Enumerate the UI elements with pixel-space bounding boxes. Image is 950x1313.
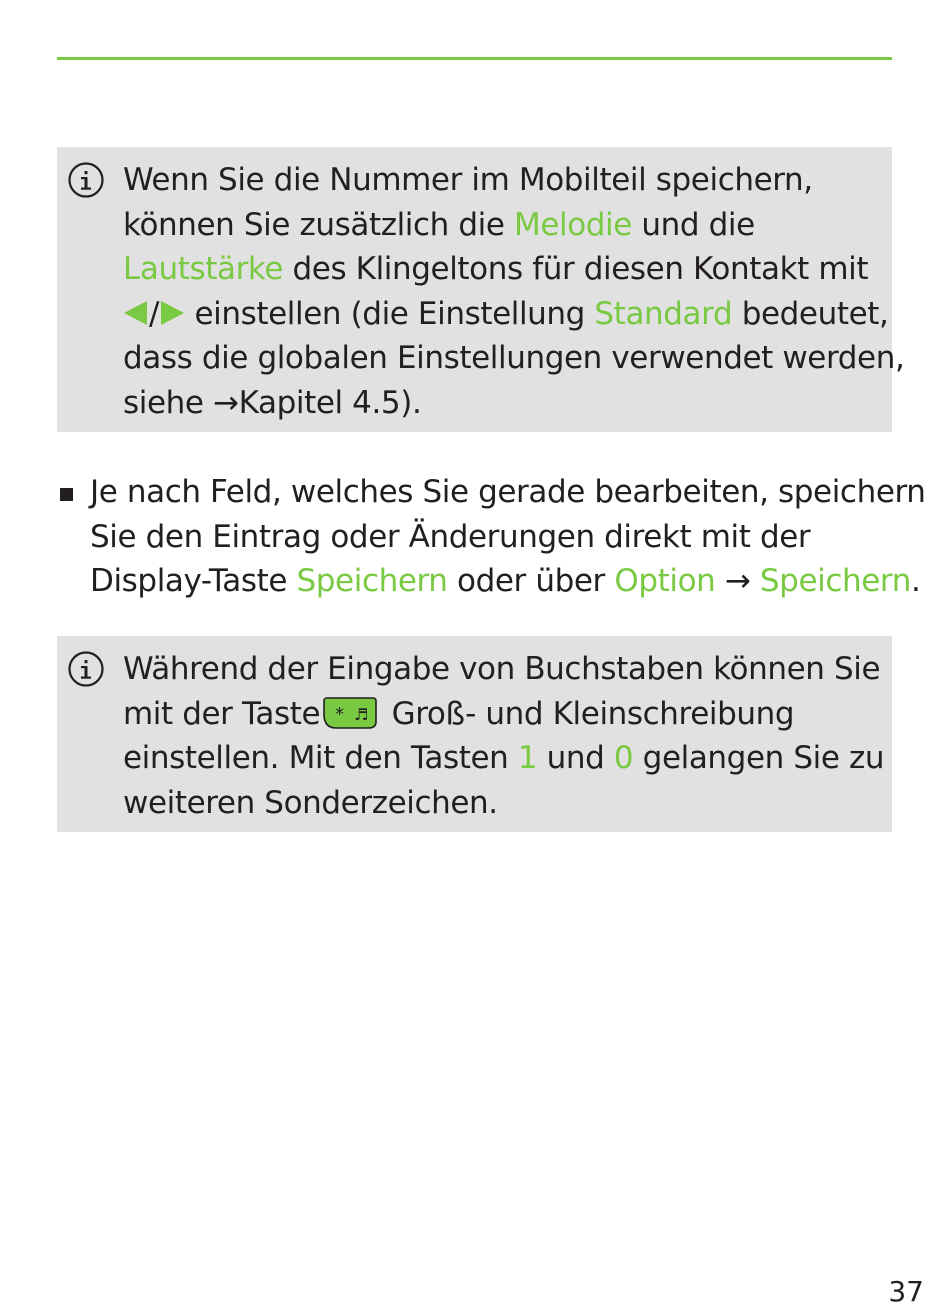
info-box-characters [57,636,892,832]
text-run: und [537,740,614,777]
svg-text:*: * [335,703,344,725]
info-box-ringtone [57,147,905,432]
highlight-key-1: 1 [517,740,538,777]
bullet-text [90,470,926,604]
highlight-lautstaerke: Lautstärke [123,251,284,288]
text-run: . [910,563,921,600]
text-line: weiteren Sonderzeichen. [123,784,498,821]
text-line [123,692,884,737]
info-text-ringtone [123,158,905,426]
text-line [123,247,884,292]
highlight-speichern: Speichern [296,563,448,600]
text-run: siehe [123,384,214,421]
text-run: einstellen (die Einstellung [185,295,595,332]
separator-slash: / [149,295,160,332]
text-run: bedeutet, [732,295,889,332]
text-run: Groß- und Kleinschreibung [382,695,795,732]
left-triangle-icon [123,300,149,326]
highlight-option: Option [614,563,716,600]
text-line [123,203,884,248]
text-line: dass die globalen Einstellungen verwendet werden, [123,340,905,377]
highlight-standard: Standard [594,295,733,332]
bullet-square-icon [60,488,73,501]
text-run: gelangen Sie zu [633,740,885,777]
text-line: Sie den Eintrag oder Änderungen direkt mit der [90,518,811,555]
text-run: können Sie zusätzlich die [123,206,514,243]
text-run: einstellen. Mit den Tasten [123,740,518,777]
text-line [123,381,884,426]
text-line [123,292,889,337]
text-line: Während der Eingabe von Buchstaben können Sie [123,651,881,687]
highlight-melodie: Melodie [513,206,632,243]
text-run: des Klingeltons für diesen Kontakt mit [283,251,869,288]
text-line: Je nach Feld, welches Sie gerade bearbeiten, speichern [90,474,926,510]
highlight-key-0: 0 [613,740,634,777]
highlight-speichern: Speichern [759,563,911,600]
text-run: Display-Taste [90,563,297,600]
star-key-icon [322,696,378,730]
text-line [123,736,884,781]
chapter-reference: Kapitel 4.5). [238,384,422,421]
text-line [90,559,926,604]
arrow-text: → [715,563,760,600]
arrow-icon: → [213,384,239,421]
page-number: 37 [888,1275,924,1308]
info-circle-icon [67,650,105,688]
text-run: mit der Taste [123,695,321,732]
text-run: und die [631,206,755,243]
right-triangle-icon [159,300,185,326]
info-text-characters [123,647,884,825]
text-run: oder über [447,563,615,600]
header-rule [57,57,892,60]
svg-text:♬: ♬ [354,704,369,724]
info-circle-icon [67,161,105,199]
text-line: Wenn Sie die Nummer im Mobilteil speichern, [123,162,813,198]
